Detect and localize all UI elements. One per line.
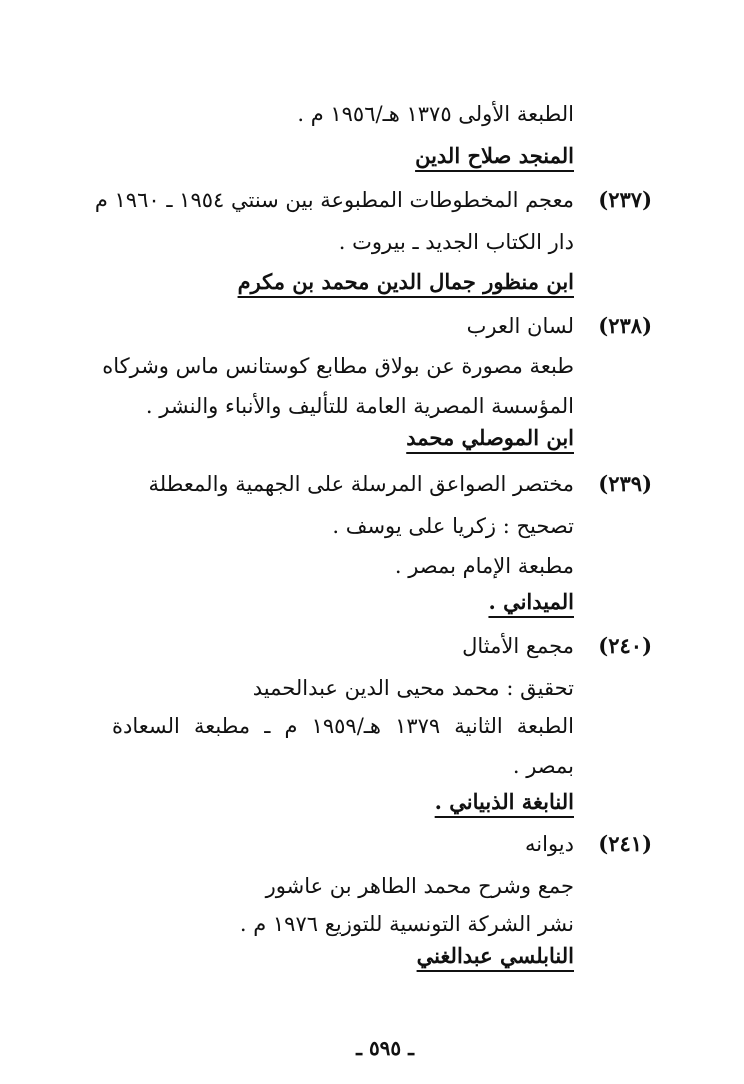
publisher-line: المؤسسة المصرية العامة للتأليف والأنباء والنشر . xyxy=(145,394,574,418)
author-heading: النابلسي عبدالغني xyxy=(416,943,574,968)
edition-line: طبعة مصورة عن بولاق مطابع كوستانس ماس وشركاه xyxy=(102,354,574,378)
entry-number: (٢٤٠) xyxy=(598,633,652,658)
publisher-line: مطبعة الإمام بمصر . xyxy=(394,554,574,578)
edition-line: الطبعة الأولى ١٣٧٥ هـ/١٩٥٦ م . xyxy=(297,102,574,126)
publisher-line: دار الكتاب الجديد ـ بيروت . xyxy=(338,230,574,254)
entry-number: (٢٣٧) xyxy=(598,187,652,212)
entry-title: معجم المخطوطات المطبوعة بين سنتي ١٩٥٤ ـ ١٩٦٠ م xyxy=(94,188,574,212)
editor-line: تصحيح : زكريا على يوسف . xyxy=(332,514,574,538)
entry-number: (٢٣٩) xyxy=(598,471,652,496)
author-heading: ابن الموصلي محمد xyxy=(406,425,574,450)
editor-line: جمع وشرح محمد الطاهر بن عاشور xyxy=(265,874,574,898)
entry-title: ديوانه xyxy=(525,832,574,856)
author-heading: الميداني . xyxy=(488,589,574,614)
edition-line: الطبعة الثانية ١٣٧٩ هـ/١٩٥٩ م ـ مطبعة السعادة xyxy=(112,714,574,738)
publisher-line: نشر الشركة التونسية للتوزيع ١٩٧٦ م . xyxy=(239,912,574,936)
entry-number: (٢٣٨) xyxy=(598,313,652,338)
entry-number: (٢٤١) xyxy=(598,831,652,856)
author-heading: ابن منظور جمال الدين محمد بن مكرم xyxy=(237,269,574,294)
entry-title: مجمع الأمثال xyxy=(462,634,574,658)
editor-line: تحقيق : محمد محيى الدين عبدالحميد xyxy=(252,676,574,700)
author-heading: النابغة الذبياني . xyxy=(434,789,574,814)
author-heading: المنجد صلاح الدين xyxy=(415,143,574,168)
entry-title: لسان العرب xyxy=(466,314,574,338)
page-number: ـ ٥٩٥ ـ xyxy=(356,1036,414,1060)
entry-title: مختصر الصواعق المرسلة على الجهمية والمعطلة xyxy=(148,472,574,496)
publisher-line: بمصر . xyxy=(512,754,574,778)
